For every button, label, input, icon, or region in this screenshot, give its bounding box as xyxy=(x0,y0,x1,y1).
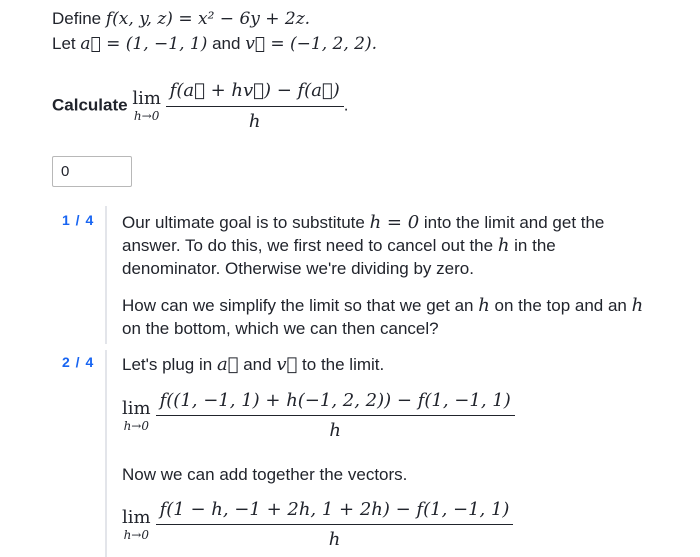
math-h: h xyxy=(497,235,510,256)
limit-period: . xyxy=(343,95,349,115)
let-label: Let xyxy=(52,34,76,53)
math-vector-v: v⃗ xyxy=(276,354,298,375)
hint-2-middle-text: Now we can add together the vectors. xyxy=(122,465,408,484)
math-h-equals-0: h = 0 xyxy=(369,212,420,233)
limit-numerator: f(a⃗ + hv⃗) − f(a⃗) xyxy=(166,80,344,107)
hint-divider-2 xyxy=(105,350,107,557)
function-definition xyxy=(52,9,310,29)
vector-a: a⃗ = (1, −1, 1) xyxy=(80,34,208,54)
vector-definition xyxy=(52,34,377,54)
math-h: h xyxy=(478,295,490,316)
hint-1-paragraph-1: Our ultimate goal is to substitute h = 0 into the limit and get the answer. To do this, we first need to cancel out the h in the denominator. Otherwise we're dividing by zero. xyxy=(122,212,605,278)
equation-fraction xyxy=(156,499,514,550)
answer-input[interactable] xyxy=(52,156,132,187)
calculate-label: Calculate xyxy=(52,95,128,115)
limit-denominator: h xyxy=(248,111,261,132)
hint-number-2: 2 / 4 xyxy=(62,354,95,370)
equation-numerator: f((1, −1, 1) + h(−1, 2, 2)) − f(1, −1, 1) xyxy=(156,390,515,416)
function-expression: f(x, y, z) = x² − 6y + 2z. xyxy=(105,9,311,29)
limit-fraction xyxy=(166,80,344,132)
hint-divider-1 xyxy=(105,206,107,344)
math-h: h xyxy=(631,295,644,316)
limit-operator: lim h→0 xyxy=(122,397,151,433)
and-label: and xyxy=(212,34,241,53)
hint-2-intro: Let's plug in a⃗ and v⃗ to the limit. xyxy=(122,354,385,375)
hint-2-equation-2 xyxy=(122,499,513,550)
equation-numerator: f(1 − h, −1 + 2h, 1 + 2h) − f(1, −1, 1) xyxy=(156,499,514,525)
question-prompt xyxy=(52,80,349,132)
limit-word: lim xyxy=(132,88,161,109)
hint-1-paragraph-2: How can we simplify the limit so that we get an h on the top and an h on the bottom, which we can then cancel? xyxy=(122,295,644,338)
limit-operator xyxy=(132,89,161,123)
hint-number-1: 1 / 4 xyxy=(62,212,95,228)
limit-subscript: h→0 xyxy=(133,109,160,123)
equation-fraction xyxy=(156,390,515,441)
equation-denominator: h xyxy=(328,529,341,550)
define-label: Define xyxy=(52,9,102,28)
hint-2-equation-1 xyxy=(122,390,515,441)
equation-denominator: h xyxy=(329,420,341,441)
math-vector-a: a⃗ xyxy=(216,354,239,375)
vector-v: v⃗ = (−1, 2, 2). xyxy=(245,34,378,54)
limit-operator: lim h→0 xyxy=(122,506,151,542)
